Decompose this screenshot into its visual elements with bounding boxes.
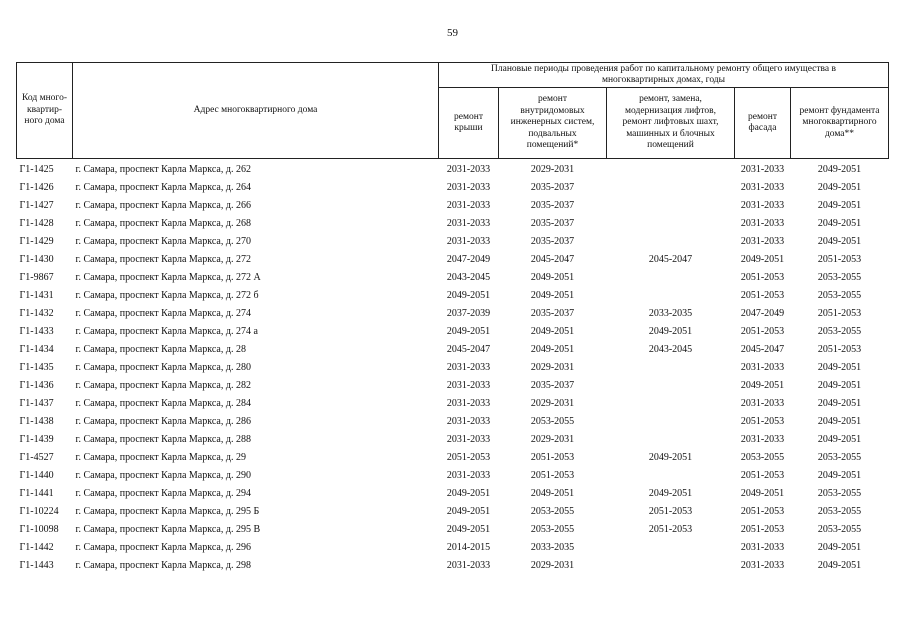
cell-address: г. Самара, проспект Карла Маркса, д. 288	[75, 433, 251, 445]
cell-foundation: 2049-2051	[817, 235, 862, 247]
cell-address: г. Самара, проспект Карла Маркса, д. 286	[75, 415, 251, 427]
cell-roof: 2037-2039	[446, 307, 491, 319]
cell-facade: 2051-2053	[740, 505, 785, 517]
capital-repair-table	[16, 62, 889, 574]
cell-address: г. Самара, проспект Карла Маркса, д. 274 а	[75, 325, 258, 337]
cell-code: Г1-1431	[19, 289, 54, 301]
cell-roof: 2047-2049	[446, 253, 491, 265]
cell-foundation: 2051-2053	[817, 253, 862, 265]
table-row	[17, 250, 889, 268]
cell-foundation: 2049-2051	[817, 217, 862, 229]
cell-code: Г1-1428	[19, 217, 54, 229]
cell-address: г. Самара, проспект Карла Маркса, д. 295 Б	[75, 505, 260, 517]
cell-facade: 2045-2047	[740, 343, 785, 355]
cell-facade: 2031-2033	[740, 199, 785, 211]
cell-facade: 2049-2051	[740, 487, 785, 499]
cell-code: Г1-1425	[19, 163, 54, 175]
cell-roof: 2031-2033	[446, 199, 491, 211]
table-row	[17, 556, 889, 574]
cell-address: г. Самара, проспект Карла Маркса, д. 282	[75, 379, 251, 391]
cell-facade: 2051-2053	[740, 289, 785, 301]
cell-address: г. Самара, проспект Карла Маркса, д. 270	[75, 235, 251, 247]
table-row	[17, 322, 889, 340]
cell-address: г. Самара, проспект Карла Маркса, д. 28	[75, 343, 246, 355]
cell-facade: 2031-2033	[740, 541, 785, 553]
cell-roof: 2031-2033	[446, 559, 491, 571]
table-row	[17, 178, 889, 196]
cell-foundation: 2049-2051	[817, 181, 862, 193]
cell-elevator	[607, 268, 735, 286]
cell-code: Г1-1433	[19, 325, 54, 337]
cell-systems: 2053-2055	[530, 523, 575, 535]
table-row	[17, 159, 889, 179]
header-code: Код много- квартир- ного дома	[17, 63, 73, 159]
header-facade: ремонт фасада	[735, 88, 791, 159]
cell-elevator: 2051-2053	[648, 523, 693, 535]
cell-roof: 2031-2033	[446, 163, 491, 175]
table-row	[17, 502, 889, 520]
cell-roof: 2031-2033	[446, 181, 491, 193]
cell-systems: 2049-2051	[530, 271, 575, 283]
cell-systems: 2029-2031	[530, 559, 575, 571]
cell-roof: 2043-2045	[446, 271, 491, 283]
header-address: Адрес многоквартирного дома	[73, 63, 439, 159]
cell-foundation: 2051-2053	[817, 307, 862, 319]
cell-code: Г1-1441	[19, 487, 54, 499]
cell-facade: 2051-2053	[740, 271, 785, 283]
cell-roof: 2049-2051	[446, 289, 491, 301]
cell-facade: 2051-2053	[740, 523, 785, 535]
table-row	[17, 430, 889, 448]
cell-foundation: 2053-2055	[817, 523, 862, 535]
cell-elevator	[607, 376, 735, 394]
cell-systems: 2051-2053	[530, 451, 575, 463]
cell-code: Г1-1435	[19, 361, 54, 373]
cell-elevator: 2049-2051	[648, 487, 693, 499]
cell-foundation: 2049-2051	[817, 397, 862, 409]
cell-code: Г1-1438	[19, 415, 54, 427]
cell-facade: 2031-2033	[740, 235, 785, 247]
cell-roof: 2049-2051	[446, 505, 491, 517]
cell-code: Г1-1440	[19, 469, 54, 481]
cell-facade: 2051-2053	[740, 469, 785, 481]
cell-foundation: 2053-2055	[817, 289, 862, 301]
cell-systems: 2053-2055	[530, 415, 575, 427]
cell-code: Г1-1442	[19, 541, 54, 553]
cell-facade: 2031-2033	[740, 181, 785, 193]
cell-address: г. Самара, проспект Карла Маркса, д. 262	[75, 163, 251, 175]
cell-facade: 2031-2033	[740, 559, 785, 571]
cell-foundation: 2053-2055	[817, 271, 862, 283]
cell-address: г. Самара, проспект Карла Маркса, д. 290	[75, 469, 251, 481]
cell-address: г. Самара, проспект Карла Маркса, д. 266	[75, 199, 251, 211]
cell-address: г. Самара, проспект Карла Маркса, д. 296	[75, 541, 251, 553]
cell-address: г. Самара, проспект Карла Маркса, д. 272 б	[75, 289, 259, 301]
cell-roof: 2031-2033	[446, 379, 491, 391]
cell-roof: 2031-2033	[446, 235, 491, 247]
cell-code: Г1-10098	[19, 523, 59, 535]
cell-code: Г1-1439	[19, 433, 54, 445]
cell-facade: 2053-2055	[740, 451, 785, 463]
cell-facade: 2051-2053	[740, 325, 785, 337]
cell-elevator: 2051-2053	[648, 505, 693, 517]
cell-foundation: 2053-2055	[817, 505, 862, 517]
cell-systems: 2049-2051	[530, 325, 575, 337]
cell-address: г. Самара, проспект Карла Маркса, д. 272	[75, 253, 251, 265]
cell-address: г. Самара, проспект Карла Маркса, д. 264	[75, 181, 251, 193]
cell-code: Г1-1429	[19, 235, 54, 247]
table-body	[17, 159, 889, 575]
cell-code: Г1-4527	[19, 451, 54, 463]
cell-address: г. Самара, проспект Карла Маркса, д. 295 В	[75, 523, 261, 535]
cell-code: Г1-1432	[19, 307, 54, 319]
cell-elevator: 2049-2051	[648, 451, 693, 463]
cell-elevator: 2043-2045	[648, 343, 693, 355]
table-row	[17, 466, 889, 484]
table-row	[17, 358, 889, 376]
cell-foundation: 2049-2051	[817, 415, 862, 427]
cell-systems: 2029-2031	[530, 397, 575, 409]
cell-roof: 2031-2033	[446, 397, 491, 409]
cell-code: Г1-1437	[19, 397, 54, 409]
cell-code: Г1-1430	[19, 253, 54, 265]
cell-roof: 2049-2051	[446, 523, 491, 535]
cell-roof: 2051-2053	[446, 451, 491, 463]
cell-roof: 2031-2033	[446, 217, 491, 229]
cell-systems: 2035-2037	[530, 235, 575, 247]
cell-elevator: 2033-2035	[648, 307, 693, 319]
table-row	[17, 232, 889, 250]
table-row	[17, 376, 889, 394]
cell-systems: 2035-2037	[530, 181, 575, 193]
cell-facade: 2031-2033	[740, 433, 785, 445]
cell-code: Г1-1436	[19, 379, 54, 391]
table-row	[17, 196, 889, 214]
table-row	[17, 286, 889, 304]
cell-roof: 2031-2033	[446, 469, 491, 481]
table-header	[17, 63, 889, 159]
cell-systems: 2051-2053	[530, 469, 575, 481]
cell-elevator	[607, 394, 735, 412]
cell-roof: 2031-2033	[446, 361, 491, 373]
cell-systems: 2029-2031	[530, 433, 575, 445]
cell-address: г. Самара, проспект Карла Маркса, д. 274	[75, 307, 251, 319]
cell-systems: 2053-2055	[530, 505, 575, 517]
header-foundation: ремонт фундамента многоквартирного дома**	[791, 88, 889, 159]
cell-facade: 2049-2051	[740, 253, 785, 265]
cell-elevator	[607, 178, 735, 196]
cell-elevator	[607, 214, 735, 232]
table-row	[17, 448, 889, 466]
header-planned-periods: Плановые периоды проведения работ по капитальному ремонту общего имущества в многоквартирных домах, годы	[439, 63, 889, 88]
cell-systems: 2049-2051	[530, 289, 575, 301]
cell-facade: 2031-2033	[740, 361, 785, 373]
cell-facade: 2031-2033	[740, 397, 785, 409]
cell-elevator: 2049-2051	[648, 325, 693, 337]
cell-address: г. Самара, проспект Карла Маркса, д. 280	[75, 361, 251, 373]
cell-foundation: 2049-2051	[817, 559, 862, 571]
cell-systems: 2035-2037	[530, 379, 575, 391]
cell-foundation: 2049-2051	[817, 469, 862, 481]
table-row	[17, 394, 889, 412]
cell-foundation: 2049-2051	[817, 199, 862, 211]
table-row	[17, 214, 889, 232]
cell-elevator	[607, 358, 735, 376]
cell-elevator	[607, 232, 735, 250]
cell-address: г. Самара, проспект Карла Маркса, д. 272 А	[75, 271, 261, 283]
cell-foundation: 2049-2051	[817, 361, 862, 373]
cell-systems: 2035-2037	[530, 217, 575, 229]
cell-elevator	[607, 286, 735, 304]
cell-address: г. Самара, проспект Карла Маркса, д. 294	[75, 487, 251, 499]
cell-systems: 2049-2051	[530, 343, 575, 355]
cell-elevator: 2045-2047	[648, 253, 693, 265]
cell-code: Г1-9867	[19, 271, 54, 283]
table-row	[17, 484, 889, 502]
cell-systems: 2029-2031	[530, 361, 575, 373]
table-row	[17, 340, 889, 358]
header-systems: ремонт внутридомовых инженерных систем, подвальных помещений*	[499, 88, 607, 159]
cell-address: г. Самара, проспект Карла Маркса, д. 268	[75, 217, 251, 229]
table-row	[17, 304, 889, 322]
cell-code: Г1-1443	[19, 559, 54, 571]
cell-elevator	[607, 430, 735, 448]
cell-elevator	[607, 556, 735, 574]
page-number: 59	[447, 27, 458, 39]
cell-facade: 2051-2053	[740, 415, 785, 427]
cell-systems: 2035-2037	[530, 199, 575, 211]
cell-roof: 2031-2033	[446, 415, 491, 427]
cell-foundation: 2049-2051	[817, 541, 862, 553]
cell-foundation: 2053-2055	[817, 325, 862, 337]
cell-address: г. Самара, проспект Карла Маркса, д. 29	[75, 451, 246, 463]
cell-roof: 2045-2047	[446, 343, 491, 355]
cell-elevator	[607, 412, 735, 430]
cell-foundation: 2053-2055	[817, 451, 862, 463]
cell-foundation: 2049-2051	[817, 379, 862, 391]
cell-facade: 2049-2051	[740, 379, 785, 391]
cell-systems: 2033-2035	[530, 541, 575, 553]
cell-facade: 2031-2033	[740, 217, 785, 229]
cell-systems: 2029-2031	[530, 163, 575, 175]
cell-foundation: 2049-2051	[817, 163, 862, 175]
cell-facade: 2047-2049	[740, 307, 785, 319]
table-row	[17, 412, 889, 430]
cell-code: Г1-1427	[19, 199, 54, 211]
cell-code: Г1-10224	[19, 505, 59, 517]
cell-systems: 2049-2051	[530, 487, 575, 499]
cell-foundation: 2053-2055	[817, 487, 862, 499]
cell-roof: 2031-2033	[446, 433, 491, 445]
cell-code: Г1-1426	[19, 181, 54, 193]
cell-roof: 2049-2051	[446, 487, 491, 499]
cell-elevator	[607, 538, 735, 556]
cell-systems: 2045-2047	[530, 253, 575, 265]
cell-roof: 2014-2015	[446, 541, 491, 553]
cell-roof: 2049-2051	[446, 325, 491, 337]
header-roof: ремонт крыши	[439, 88, 499, 159]
header-elevator: ремонт, замена, модернизация лифтов, ремонт лифтовых шахт, машинных и блочных помещений	[607, 88, 735, 159]
cell-address: г. Самара, проспект Карла Маркса, д. 284	[75, 397, 251, 409]
cell-elevator	[607, 466, 735, 484]
cell-systems: 2035-2037	[530, 307, 575, 319]
cell-elevator	[607, 159, 735, 179]
cell-foundation: 2051-2053	[817, 343, 862, 355]
cell-elevator	[607, 196, 735, 214]
table-row	[17, 268, 889, 286]
table-row	[17, 520, 889, 538]
cell-code: Г1-1434	[19, 343, 54, 355]
cell-foundation: 2049-2051	[817, 433, 862, 445]
cell-address: г. Самара, проспект Карла Маркса, д. 298	[75, 559, 251, 571]
table-row	[17, 538, 889, 556]
cell-facade: 2031-2033	[740, 163, 785, 175]
